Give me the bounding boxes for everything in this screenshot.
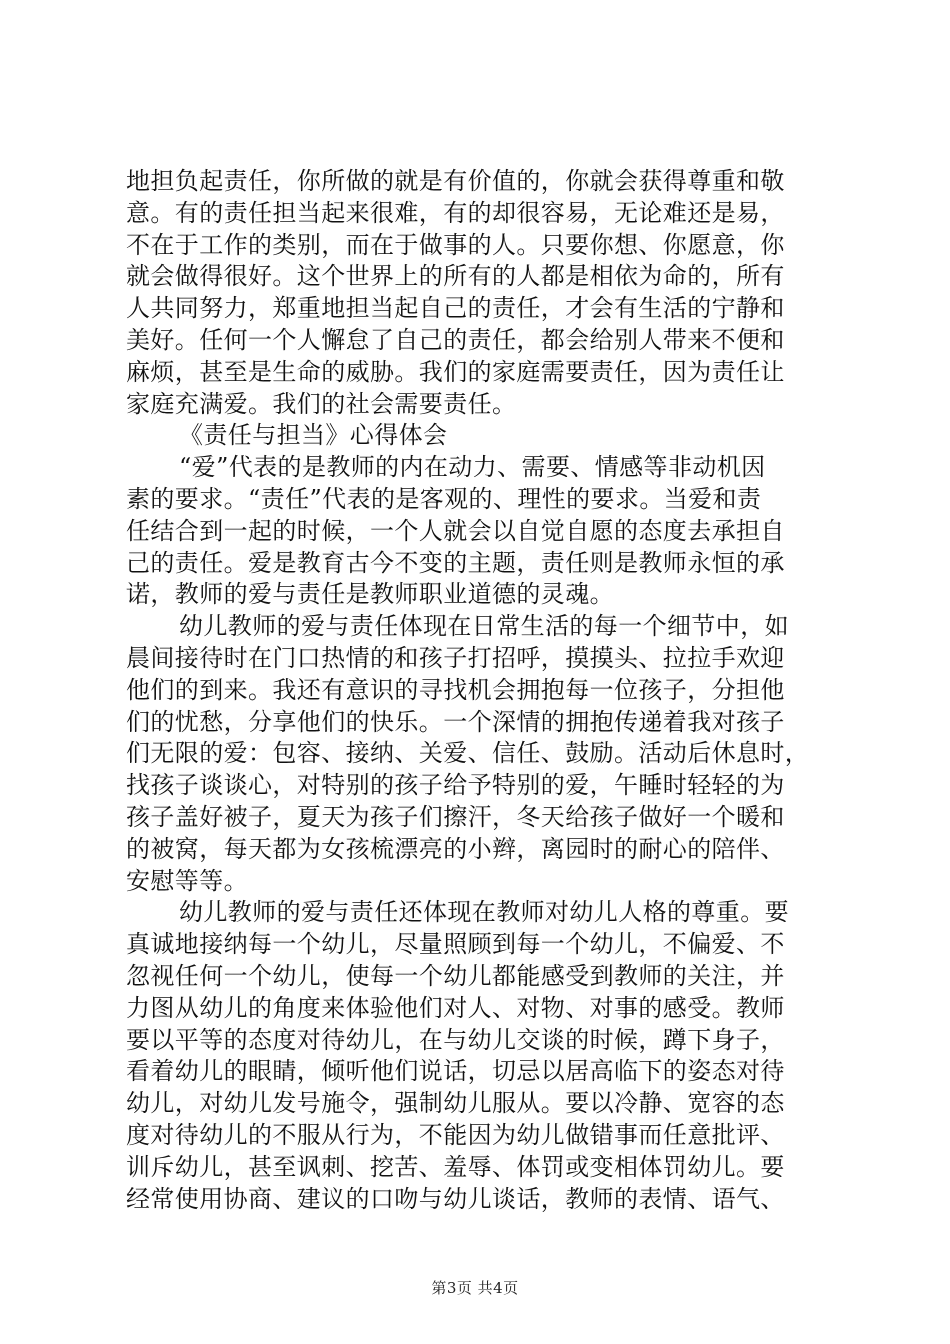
body-text <box>126 166 828 1215</box>
text-line: 不在于工作的类别，而在于做事的人。只要你想、你愿意，你 <box>126 230 785 259</box>
text-line: 力图从幼儿的角度来体验他们对人、对物、对事的感受。教师 <box>126 993 785 1022</box>
text-line: 美好。任何一个人懈怠了自己的责任，都会给别人带来不便和 <box>126 325 785 354</box>
page-number-footer: 第3页 共4页 <box>431 1279 519 1297</box>
text-line: 的被窝，每天都为女孩梳漂亮的小辫，离园时的耐心的陪伴、 <box>126 834 785 863</box>
text-line: 家庭充满爱。我们的社会需要责任。 <box>126 389 517 418</box>
text-line: 意。有的责任担当起来很难，有的却很容易，无论难还是易， <box>126 198 785 227</box>
text-line: 经常使用协商、建议的口吻与幼儿谈话，教师的表情、语气、 <box>126 1184 785 1213</box>
paragraph-start-line: 幼儿教师的爱与责任体现在日常生活的每一个细节中，如 <box>179 612 789 641</box>
text-line: 地担负起责任，你所做的就是有价值的，你就会获得尊重和敬 <box>126 167 785 195</box>
paragraph-start-line: “爱”代表的是教师的内在动力、需要、情感等非动机因 <box>179 453 766 482</box>
text-line: 们无限的爱：包容、接纳、关爱、信任、鼓励。活动后休息时， <box>126 739 810 768</box>
text-line: 找孩子谈谈心，对特别的孩子给予特别的爱，午睡时轻轻的为 <box>126 771 785 800</box>
text-line: 诺，教师的爱与责任是教师职业道德的灵魂。 <box>126 580 614 609</box>
text-line: 素的要求。“责任”代表的是客观的、理性的要求。当爱和责 <box>126 484 762 513</box>
text-line: 他们的到来。我还有意识的寻找机会拥抱每一位孩子，分担他 <box>126 675 785 704</box>
text-line: 训斥幼儿，甚至讽刺、挖苦、羞辱、体罚或变相体罚幼儿。要 <box>126 1152 785 1181</box>
text-line: 就会做得很好。这个世界上的所有的人都是相依为命的，所有 <box>126 262 785 291</box>
section-heading: 《责任与担当》心得体会 <box>179 421 448 450</box>
text-line: 幼儿，对幼儿发号施令，强制幼儿服从。要以冷静、宽容的态 <box>126 1089 785 1118</box>
text-line: 忽视任何一个幼儿，使每一个幼儿都能感受到教师的关注，并 <box>126 961 785 990</box>
text-line: 任结合到一起的时候，一个人就会以自觉自愿的态度去承担自 <box>126 516 785 545</box>
paragraph-start-line: 幼儿教师的爱与责任还体现在教师对幼儿人格的尊重。要 <box>179 898 789 927</box>
text-line: 真诚地接纳每一个幼儿，尽量照顾到每一个幼儿，不偏爱、不 <box>126 930 785 959</box>
text-line: 度对待幼儿的不服从行为，不能因为幼儿做错事而任意批评、 <box>126 1120 785 1149</box>
text-line: 要以平等的态度对待幼儿，在与幼儿交谈的时候，蹲下身子， <box>126 1025 785 1054</box>
text-line: 孩子盖好被子，夏天为孩子们擦汗，冬天给孩子做好一个暖和 <box>126 802 785 831</box>
text-line: 晨间接待时在门口热情的和孩子打招呼，摸摸头、拉拉手欢迎 <box>126 643 785 672</box>
text-line: 麻烦，甚至是生命的威胁。我们的家庭需要责任，因为责任让 <box>126 357 785 386</box>
text-line: 看着幼儿的眼睛，倾听他们说话，切忌以居高临下的姿态对待 <box>126 1057 785 1086</box>
text-line: 人共同努力，郑重地担当起自己的责任，才会有生活的宁静和 <box>126 294 785 323</box>
text-line: 己的责任。爱是教育古今不变的主题，责任则是教师永恒的承 <box>126 548 785 577</box>
text-line: 们的忧愁，分享他们的快乐。一个深情的拥抱传递着我对孩子 <box>126 707 785 736</box>
text-line: 安慰等等。 <box>126 866 248 895</box>
